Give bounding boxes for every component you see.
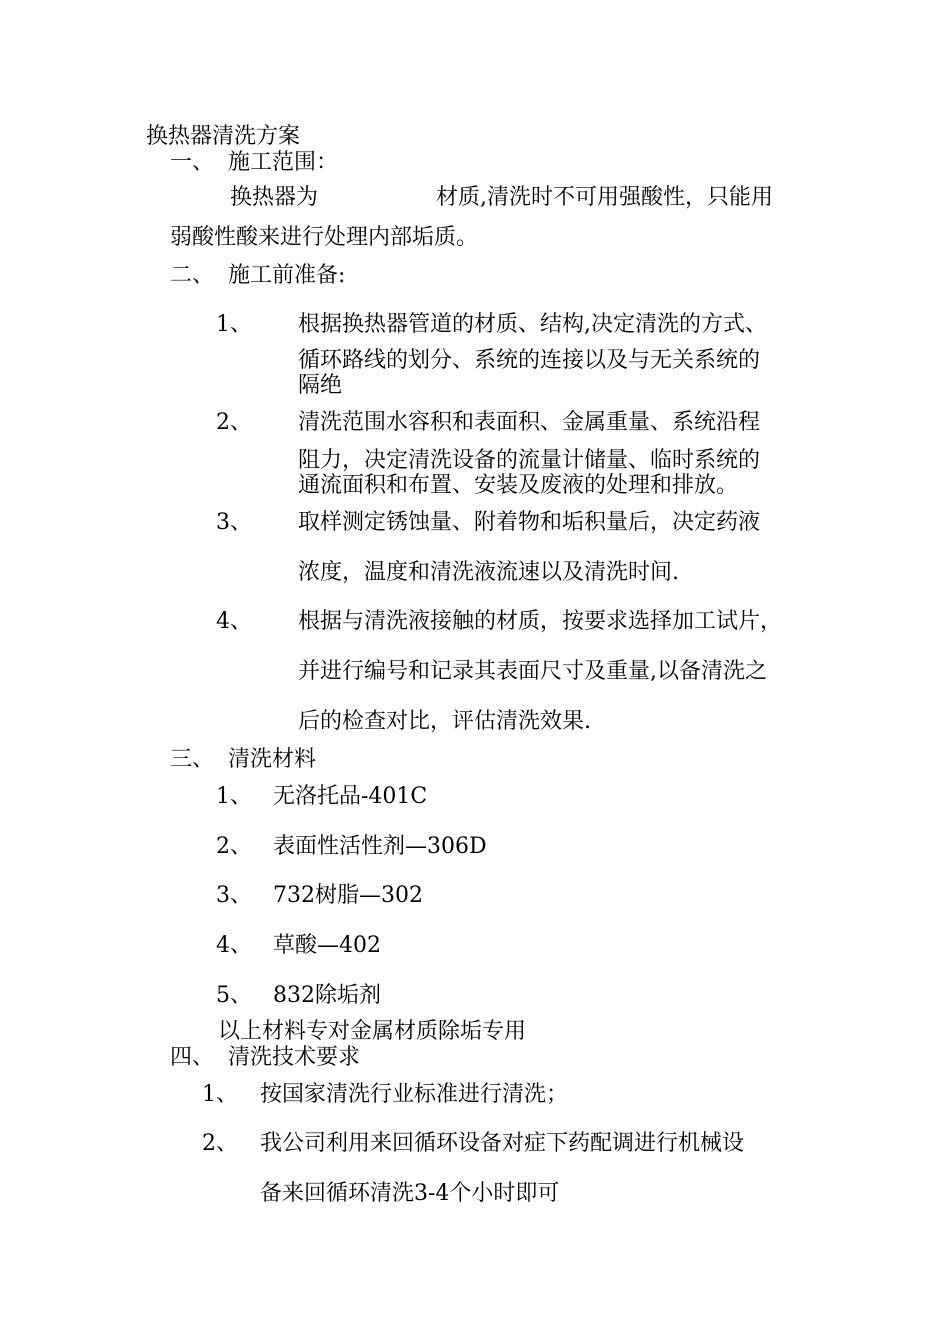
s2-item-4-line-2: 并进行编号和记录其表面尺寸及重量,以备清洗之 bbox=[298, 659, 767, 684]
s2-item-1-line-3: 隔绝 bbox=[298, 373, 343, 398]
s4-item-1-number: 1、 bbox=[202, 1082, 238, 1107]
section-1-text-a: 换热器为 bbox=[230, 185, 319, 210]
s2-item-3-line-2: 浓度，温度和清洗液流速以及清洗时间. bbox=[298, 560, 679, 585]
s2-item-3-line-1: 取样测定锈蚀量、附着物和垢积量后，决定药液 bbox=[298, 510, 761, 535]
section-2-number: 二、 bbox=[170, 263, 215, 288]
s3-item-3-number: 3、 bbox=[216, 883, 252, 908]
section-1-text-b: 材质,清洗时不可用强酸性，只能用 bbox=[436, 185, 773, 210]
s3-item-5-number: 5、 bbox=[216, 983, 252, 1008]
s2-item-2-number: 2、 bbox=[216, 410, 252, 435]
s2-item-4-number: 4、 bbox=[216, 609, 252, 634]
document-title: 换热器清洗方案 bbox=[146, 124, 301, 149]
s2-item-4-line-1: 根据与清洗液接触的材质，按要求选择加工试片， bbox=[298, 609, 783, 634]
s2-item-3-number: 3、 bbox=[216, 510, 252, 535]
s4-item-2-line-2: 备来回循环清洗3-4个小时即可 bbox=[260, 1181, 560, 1206]
s3-item-2-number: 2、 bbox=[216, 834, 252, 859]
section-4-heading: 清洗技术要求 bbox=[228, 1045, 361, 1070]
s3-item-5-text: 832除垢剂 bbox=[273, 983, 381, 1008]
section-1-text-line2: 弱酸性酸来进行处理内部垢质。 bbox=[170, 225, 479, 250]
section-3-note: 以上材料专对金属材质除垢专用 bbox=[218, 1019, 527, 1044]
s2-item-1-line-1: 根据换热器管道的材质、结构,决定清洗的方式、 bbox=[298, 312, 767, 337]
section-1-heading: 施工范围： bbox=[228, 150, 339, 175]
s2-item-2-line-3: 通流面积和布置、安装及废液的处理和排放。 bbox=[298, 473, 739, 498]
s4-item-2-line-1: 我公司利用来回循环设备对症下药配调进行机械设 bbox=[260, 1131, 745, 1156]
s2-item-4-line-3: 后的检查对比，评估清洗效果. bbox=[298, 709, 591, 734]
section-3-number: 三、 bbox=[170, 747, 215, 772]
s3-item-4-text: 草酸—402 bbox=[273, 933, 381, 958]
s3-item-1-number: 1、 bbox=[216, 784, 252, 809]
section-3-heading: 清洗材料 bbox=[228, 747, 317, 772]
s3-item-2-text: 表面性活性剂—306D bbox=[273, 834, 487, 859]
section-1-number: 一、 bbox=[170, 150, 215, 175]
s2-item-1-line-2: 循环路线的划分、系统的连接以及与无关系统的 bbox=[298, 348, 761, 373]
section-2-heading: 施工前准备: bbox=[228, 263, 346, 288]
s2-item-2-line-2: 阻力，决定清洗设备的流量计储量、临时系统的 bbox=[298, 448, 761, 473]
section-4-number: 四、 bbox=[170, 1045, 215, 1070]
s4-item-1-line-1: 按国家清洗行业标准进行清洗； bbox=[260, 1082, 569, 1107]
s3-item-3-text: 732树脂—302 bbox=[273, 883, 423, 908]
s4-item-2-number: 2、 bbox=[202, 1131, 238, 1156]
s3-item-4-number: 4、 bbox=[216, 933, 252, 958]
s2-item-2-line-1: 清洗范围水容积和表面积、金属重量、系统沿程 bbox=[298, 410, 761, 435]
s2-item-1-number: 1、 bbox=[216, 312, 252, 337]
s3-item-1-text: 无洛托品-401C bbox=[273, 784, 428, 809]
